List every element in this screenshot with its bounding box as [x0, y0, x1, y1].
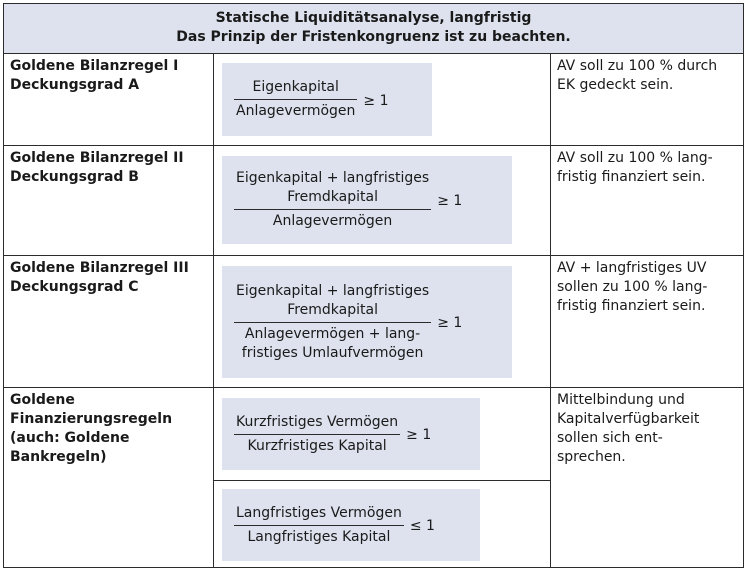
rule-name-cell: [4, 256, 214, 387]
rule-name: Goldene Bilanzregel III: [10, 260, 189, 276]
rule-name-cell: [4, 54, 214, 145]
note-cell: AV soll zu 100 % durch EK gedeckt sein.: [550, 54, 743, 145]
table-row: [4, 54, 743, 146]
table-header: [4, 4, 743, 54]
relation-sign: ≥ 1: [437, 193, 463, 209]
fraction: [234, 504, 404, 547]
numerator: Eigenkapital + langfristiges Fremdkapital: [236, 170, 430, 205]
rule-measure: Deckungsgrad C: [10, 279, 139, 295]
fraction: [234, 169, 431, 231]
note-cell: Mittelbindung und Kapitalverfügbarkeit sollen sich ent- sprechen.: [550, 388, 743, 567]
relation-sign: ≥ 1: [437, 315, 463, 331]
formula-box-long-term: [222, 489, 480, 561]
relation-sign: ≥ 1: [406, 427, 432, 443]
relation-sign: ≥ 1: [363, 92, 389, 109]
rule-name: Goldene Bilanzregel II: [10, 150, 184, 166]
denominator: Anlagevermögen: [236, 103, 356, 119]
rule-name-cell: [4, 146, 214, 255]
table-row: [4, 388, 743, 567]
formula-box: [222, 63, 432, 136]
denominator: Anlagevermögen: [272, 213, 393, 229]
fraction: [234, 413, 400, 456]
table-row: [4, 146, 743, 256]
header-subtitle: Das Prinzip der Fristenkongruenz ist zu beachten.: [176, 29, 571, 45]
formula-box: [222, 156, 512, 244]
rule-measure: Deckungsgrad B: [10, 169, 139, 185]
formula-box: [222, 266, 512, 378]
numerator: Langfristiges Vermögen: [236, 504, 402, 521]
liquidity-analysis-table: [3, 3, 744, 568]
table-row: [4, 256, 743, 388]
rule-measure: Deckungsgrad A: [10, 77, 140, 93]
denominator: Kurzfristiges Kapital: [247, 437, 387, 454]
numerator: Eigenkapital + langfristiges Fremdkapital: [236, 282, 430, 318]
fraction: [234, 78, 357, 121]
denominator: Langfristiges Kapital: [247, 528, 391, 545]
formula-box-short-term: [222, 398, 480, 470]
rule-name-cell: Goldene Finanzierungsregeln (auch: Goldene Bankregeln): [4, 388, 214, 567]
note-cell: AV soll zu 100 % lang- fristig finanziert sein.: [550, 146, 743, 255]
cell-divider: [214, 480, 550, 481]
relation-sign: ≤ 1: [409, 518, 435, 534]
numerator: Eigenkapital: [252, 79, 339, 95]
fraction: [234, 282, 431, 363]
denominator: Anlagevermögen + lang- fristiges Umlaufvermögen: [241, 325, 424, 361]
note-cell: AV + langfristiges UV sollen zu 100 % lang- fristig finanziert sein.: [550, 256, 743, 387]
header-title: Statische Liquiditätsanalyse, langfristig: [215, 10, 532, 26]
rule-name: Goldene Bilanzregel I: [10, 58, 179, 74]
numerator: Kurzfristiges Vermögen: [236, 413, 399, 430]
